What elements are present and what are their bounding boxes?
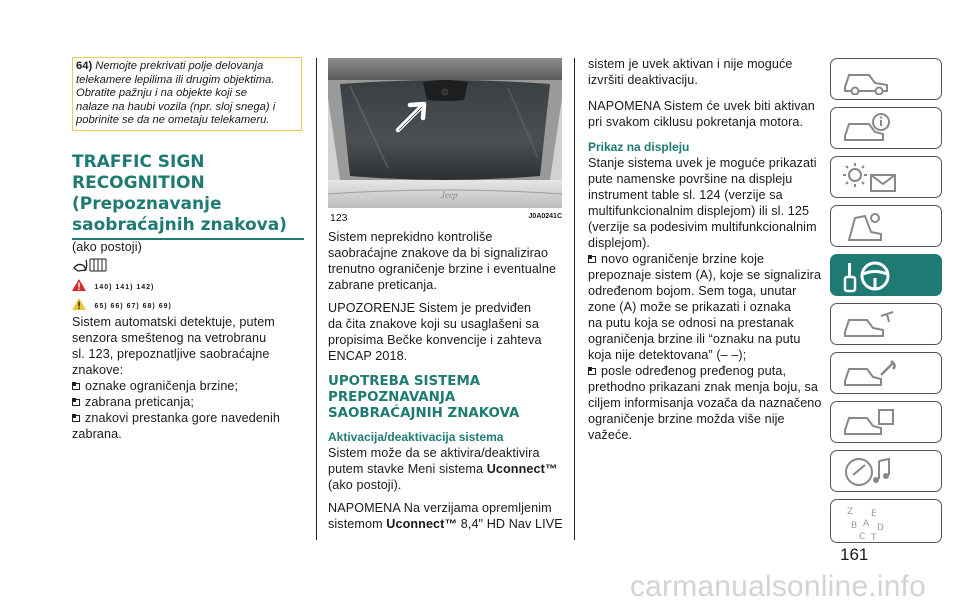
alphabetical-index-icon [841,504,901,542]
section-title: TRAFFIC SIGN RECOGNITION (Prepoznavanje saobraćajnih znakova) [72,152,304,240]
bullet-item: zabrana preticanja; [72,394,312,410]
tab-airbag-seat[interactable] [830,205,942,247]
svg-text:E: E [871,509,877,519]
tab-tow-car[interactable] [830,303,942,345]
usage-heading: UPOTREBA SISTEMA PREPOZNAVANJA SAOBRAĆAJNIH ZNAKOVA [328,374,520,421]
right-body: sistem je uvek aktivan i nije moguće izvršiti deaktivaciju. NAPOMENA Sistem će uvek biti aktivan pri svakom ciklusu pokretanja motora. Prikaz na displeju Stanje sistema uvek je moguće prikazati pute namenske površine na displeju instrument table sl. 124 (verzije sa multifunkcionalnim displejom) ili sl. 125 (verzije sa podesivim multifunkcionalnim displejom). novo ograničenje brzine koje prepoznaje sistem (A), koje se signalizira određenom bojom. Sem toga, unutar zone (A) može se prikazati i oznaka na putu koja se odnosi na prestanak ograničenja brzine ili “oznaku na putu koja nije detektovana” (– –); posle određenog pređenog puta, prethodno prikazani znak menja boju, sa ciljem informisanja vozača da naznačeno ograničenje brzine možda više nije važeće. [588,56,824,443]
bullet-icon [588,255,597,263]
warning-text-4: nalaze na haubi vozila (npr. sloj snega) i [76,100,276,113]
svg-text:A: A [863,519,870,529]
svg-text:C: C [859,532,866,542]
warning-text-1: Nemojte prekrivati polje delovanja [95,60,264,72]
middle-body: Sistem neprekidno kontroliše saobraćajne znakove da bi signalizirao trenutno ograničenje brzine i eventualne zabrane preticanja. UPOZORENJE Sistem je predviđen da čita znakove koji su usaglašeni sa propisima Bečke konvencije i zahteva ENCAP 2018. UPOTREBA SISTEMA PREPOZNAVANJA SAOBRAĆAJNIH ZNAKOVA Aktivacija/deaktivacija sistema Sistem može da se aktivira/deaktivira putem stavke Meni sistema Uconnect™ (ako postoji). NAPOMENA Na verzijama opremljenim sistemom Uconnect™ 8,4" HD Nav LIVE [328,229,573,532]
tow-car-icon [841,308,897,342]
warning-refs: 140) 141) 142) [94,284,155,291]
wrench-car-icon [841,357,897,391]
left-body: Sistem automatski detektuje, putem senzora smeštenog na vetrobranu sl. 123, prepoznatljive saobraćajne znakove: oznake ograničenja brzine; zabrana preticanja; znakovi prestanka gore navedenih zabrana. [72,314,312,442]
page-number: 161 [840,545,869,564]
optional-note: (ako postoji) [72,240,142,254]
steering-wheel-key-icon [841,259,897,293]
tab-car-dashboard[interactable] [830,58,942,100]
column-divider [574,58,575,540]
windshield-camera-figure [328,58,562,208]
tab-car-specs[interactable] [830,401,942,443]
warning-number: 64) [76,60,93,72]
yellow-note-triangle-icon [72,298,86,310]
warning-ref-row [72,278,154,296]
bullet-icon [72,398,81,406]
tab-steering-wheel-key[interactable] [830,254,942,296]
column-divider [316,58,317,540]
bullet-item: znakovi prestanka gore navedenih [72,410,312,426]
svg-text:T: T [871,533,877,542]
car-specs-icon [841,406,897,440]
jeep-hood-badge: Jeep [441,190,458,200]
tab-warning-lights[interactable] [830,156,942,198]
warning-text-2: telekamere lepilima ili drugim objektima. [76,73,275,86]
bullet-icon [72,382,81,390]
warning-lights-icon [841,161,901,195]
figure-caption [330,212,562,224]
bullet-item: novo ograničenje brzine koje [588,251,824,267]
warning-text-3: Obratite pažnju i na objekte koji se [76,87,248,100]
note-refs: 65) 66) 67) 68) 69) [94,303,172,310]
tab-wrench-car[interactable] [830,352,942,394]
airbag-seat-icon [841,210,891,244]
figure-code: J0A0241C [528,213,562,220]
svg-text:D: D [877,523,884,533]
display-subheading: Prikaz na displeju [588,140,690,154]
bullet-icon [588,367,597,375]
car-dashboard-icon [841,63,891,95]
refer-book-icon [72,256,112,279]
info-icon [841,112,891,144]
svg-text:Z: Z [847,507,854,517]
warning-box [72,57,302,131]
tab-alphabetical-index[interactable] [830,499,942,543]
bullet-item: posle određenog pređenog puta, [588,363,824,379]
figure-number: 123 [330,212,348,224]
tab-info[interactable] [830,107,942,149]
tab-multimedia[interactable] [830,450,942,492]
svg-text:B: B [851,521,858,531]
bullet-icon [72,414,81,422]
multimedia-music-icon [841,455,897,489]
red-warning-triangle-icon [72,279,86,291]
note-ref-row [72,297,172,315]
warning-text-5: pobrinite se da ne ometaju telekameru. [76,114,270,127]
activation-subheading: Aktivacija/deaktivacija sistema [328,430,504,444]
bullet-item: oznake ograničenja brzine; [72,378,312,394]
watermark: carmanualsonline.info [629,570,926,603]
